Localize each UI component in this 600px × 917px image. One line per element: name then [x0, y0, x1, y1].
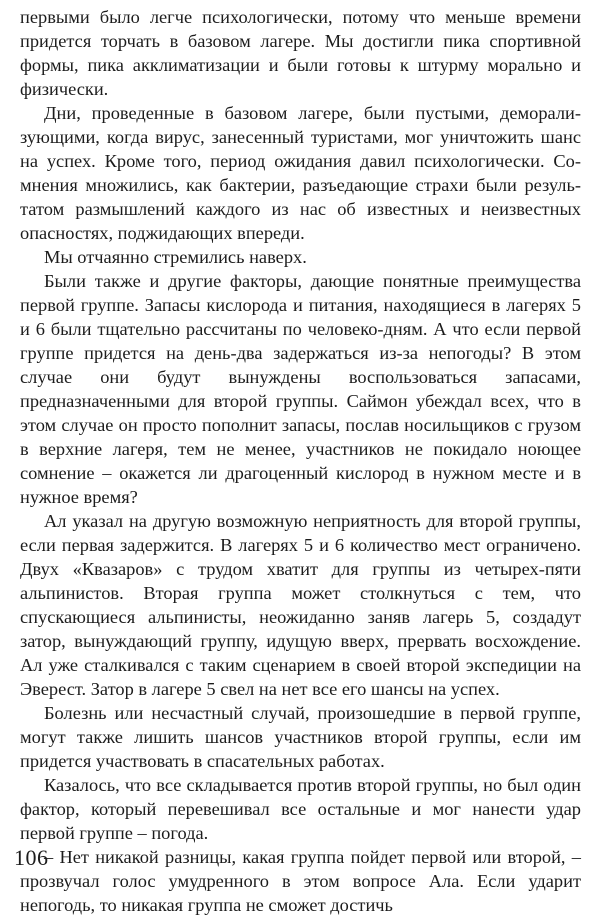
paragraph-striving-upward: Мы отчаянно стремились наверх.: [44, 247, 307, 267]
page-number: 106: [14, 845, 49, 870]
paragraph-supplies-oxygen: Были также и другие факторы, дающие понятные преимущества первой группе. Запасы кислорода и питания, находящиеся в лагерях 5 и 6 были тщательно рассчитаны по человеко-дням. А что если первой группе придется на день-два задержаться из-за непогоды? В этом случае они будут вынуждены воспользоваться запасами, предназначенными для второй группы. Саймон убеждал всех, что в этом случае он просто пополнит запасы, послав носильщиков с грузом в верхние лагеря, тем не менее, участников не покидало ноющее сомнение – окажется ли драгоценный кислород в нужном месте и в нужное время?: [20, 271, 581, 507]
book-page-body: [20, 5, 581, 917]
paragraph-camp-capacity: Ал указал на другую возможную неприятность для второй группы, если первая задержится. В лагерях 5 и 6 количество мест ограничено. Двух «Квазаров» с трудом хватит для группы из четырех-пяти альпинистов. Вторая группа может столкнуться с тем, что спускающиеся альпинисты, неожиданно заняв лагерь 5, создадут затор, вынуждающий группу, идущую вверх, прервать восхождение. Ал уже сталкивался с таким сценарием в своей второй экспедиции на Эверест. Затор в лагере 5 свел на нет все его шансы на успех.: [20, 511, 581, 699]
paragraph-continuation: первыми было легче психологически, потому что меньше времени придется торчать в базовом лагере. Мы достигли пика спортивной формы, пика акклиматизации и были готовы к штурму морально и физически.: [20, 7, 581, 99]
paragraph-illness-accident: Болезнь или несчастный случай, произошедшие в первой группе, могут также лишить шансов участников второй группы, если им придется участвовать в спасательных работах.: [20, 703, 581, 771]
paragraph-al-dialogue: – Нет никакой разницы, какая группа пойдет первой или второй, – прозвучал голос умудренного в этом вопросе Ала. Если ударит непогодь, то никакая группа не сможет достичь: [20, 847, 581, 915]
paragraph-base-camp-waiting: Дни, проведенные в базовом лагере, были пустыми, деморализующими, когда вирус, занесенный туристами, мог уничтожить шанс на успех. Кроме того, период ожидания давил психологически. Сомнения множились, как бактерии, разъедающие страхи были результатом размышлений каждого из нас об известных и неизвестных опасностях, поджидающих впереди.: [20, 103, 581, 243]
paragraph-weather-factor: Казалось, что все складывается против второй группы, но был один фактор, который перевешивал все остальные и мог нанести удар первой группе – погода.: [20, 775, 581, 843]
